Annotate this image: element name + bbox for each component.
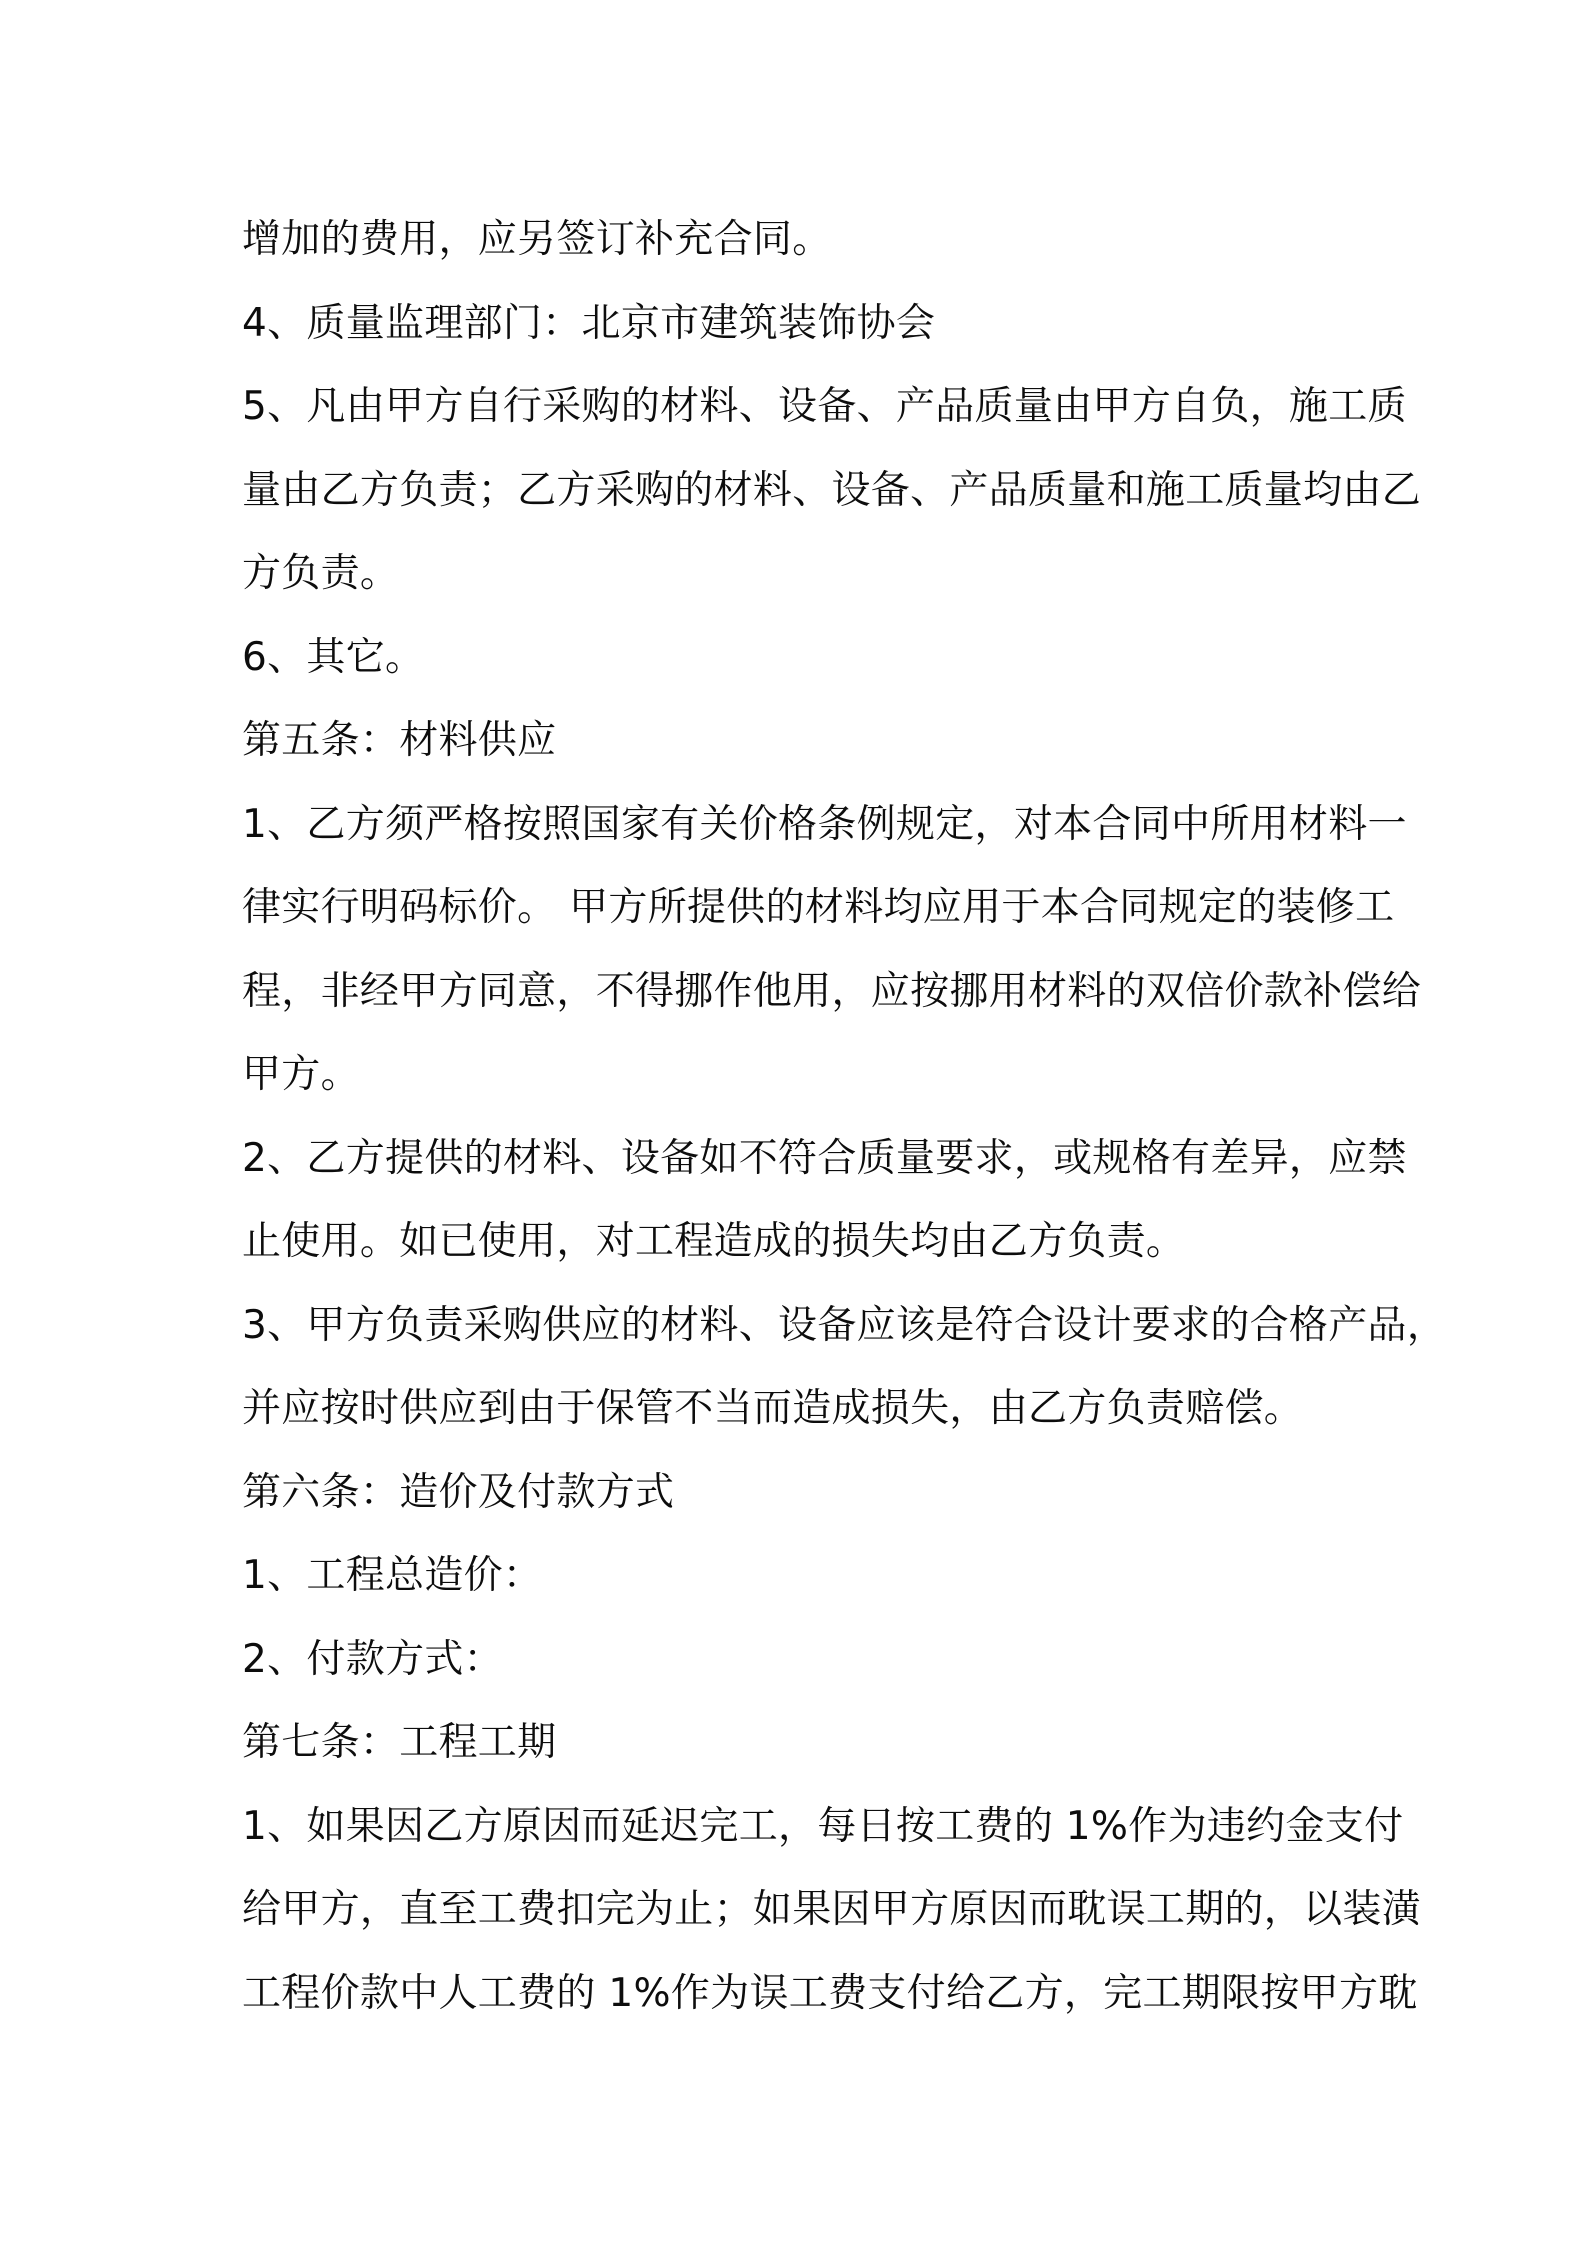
section-heading: 第五条：材料供应: [242, 718, 557, 763]
text-line: 程，非经甲方同意，不得挪作他用，应按挪用材料的双倍价款补偿给: [242, 968, 1422, 1014]
text-line: 给甲方，直至工费扣完为止；如果因甲方原因而耽误工期的，以装潢: [242, 1887, 1422, 1932]
text-line: 甲方。: [242, 1052, 360, 1097]
contract-text: [242, 198, 1447, 2035]
text-line: 2、乙方提供的材料、设备如不符合质量要求，或规格有差异，应禁: [242, 1135, 1407, 1181]
text-line: 3、甲方负责采购供应的材料、设备应该是符合设计要求的合格产品，: [242, 1302, 1447, 1348]
text-line: 止使用。如已使用，对工程造成的损失均由乙方负责。: [242, 1219, 1186, 1264]
text-line: 2、付款方式：: [242, 1636, 503, 1682]
text-line: 量由乙方负责；乙方采购的材料、设备、产品质量和施工质量均由乙: [242, 467, 1422, 513]
text-line: 5、凡由甲方自行采购的材料、设备、产品质量由甲方自负，施工质: [242, 384, 1407, 429]
text-line: 1、如果因乙方原因而延迟完工，每日按工费的 1%作为违约金支付: [242, 1803, 1404, 1849]
section-heading: 第六条：造价及付款方式: [242, 1469, 675, 1515]
text-line: 方负责。: [242, 551, 400, 596]
text-line: 并应按时供应到由于保管不当而造成损失，由乙方负责赔偿。: [242, 1386, 1304, 1431]
text-line: 1、工程总造价：: [242, 1553, 543, 1598]
text-line: 工程价款中人工费的 1%作为误工费支付给乙方，完工期限按甲方耽: [242, 1970, 1418, 2016]
text-line: 6、其它。: [242, 634, 425, 680]
text-line: 1、乙方须严格按照国家有关价格条例规定，对本合同中所用材料一: [242, 801, 1407, 847]
text-line: 4、质量监理部门：北京市建筑装饰协会: [242, 300, 936, 346]
text-line: 律实行明码标价。 甲方所提供的材料均应用于本合同规定的装修工: [242, 885, 1395, 930]
text-line: 增加的费用，应另签订补充合同。: [242, 217, 832, 262]
section-heading: 第七条：工程工期: [242, 1720, 557, 1765]
